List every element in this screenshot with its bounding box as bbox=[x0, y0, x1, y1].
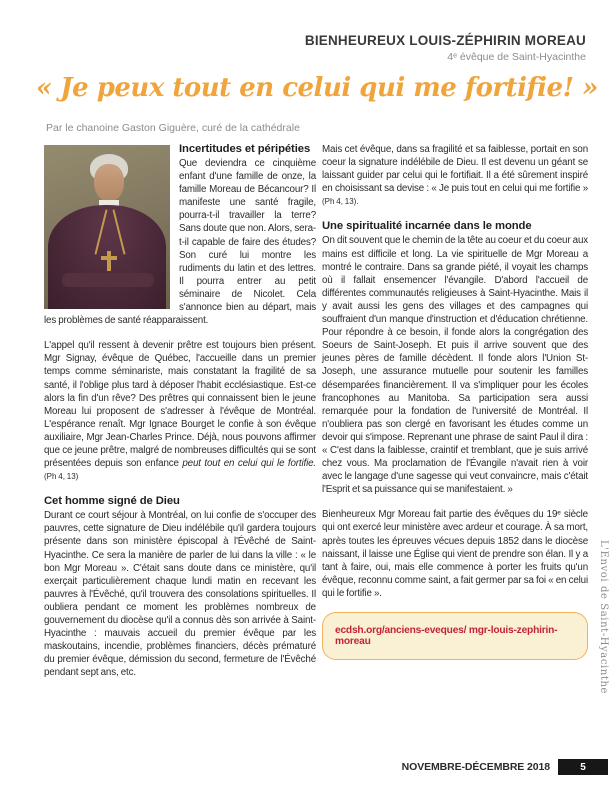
article-subject-title: BIENHEUREUX LOUIS-ZÉPHIRIN MOREAU bbox=[304, 33, 586, 48]
left-column bbox=[44, 143, 316, 691]
right-column bbox=[322, 143, 588, 691]
issue-date: NOVEMBRE-DÉCEMBRE 2018 bbox=[401, 761, 550, 773]
paragraph-text: L'appel qu'il ressent à devenir prêtre est toujours bien présent. Mgr Signay, évêque de Québec, l'accueille dans un premier temps comme séminariste, mais constatant la fragilité de sa santé, il l'oblige plus tard à déposer l'habit ecclésiastique. Est-ce alors la fin d'un rêve? Des prêtres qui connaissent bien le jeune Moreau lui proposent de s'adresser à l'évêque de Montréal. L'espérance renaît. Mgr Ignace Bourget le confie à son évêque auxiliaire, Mgr Jean-Charles Prince. Déjà, nous pouvons affirmer que ce jeune prêtre, malgré de nombreuses difficultés qui se sont présentées depuis son enfance bbox=[44, 340, 316, 470]
page-number-badge: 5 bbox=[558, 759, 608, 775]
scripture-reference: (Ph 4, 13). bbox=[322, 197, 359, 207]
section-heading-spiritualite: Une spiritualité incarnée dans le monde bbox=[322, 220, 532, 233]
paragraph bbox=[322, 143, 588, 208]
paragraph: Bienheureux Mgr Moreau fait partie des évêques du 19ᵉ siècle qui ont exercé leur ministère avec ardeur et courage. À sa mort, après toutes les épreuves vécues depuis 1852 dans le diocèse naissant, il laisse une Église qui vient de prendre son élan. Il y a tant à faire, oui, mais elle commence à porter les fruits qu'un évêque, reconnu comme saint, a fait germer par sa foi « en celui qui le fortifie ». bbox=[322, 509, 588, 599]
page-footer bbox=[402, 759, 608, 775]
article-body bbox=[44, 143, 588, 691]
paragraph bbox=[44, 339, 316, 483]
page-headline: « Je peux tout en celui qui me fortifie! » bbox=[36, 73, 598, 103]
paragraph: On dit souvent que le chemin de la tête au coeur et du coeur aux mains est difficile et long. La vie spirituelle de Mgr Moreau a montré le contraire. Dans sa grande piété, il voyait les champs où il fallait ensemencer l'évangile. D'abord l'accueil de différentes communautés religieuses à Saint-Hyacinthe. Mais il y avait aussi les gens des villages et des campagnes qui souffraient d'un manque d'instruction et d'éducation chrétienne. Pour répondre à ce besoin, il fonde alors la congrégation des Soeurs de Saint-Joseph. Et puis il arrive souvent que des jeunes pères de famille décèdent. Il fonde alors l'Union St-Joseph, une assurance mutuelle pour soutenir les familles désemparées financièrement. Il va s'impliquer pour les écoles francophones au Manitoba. Sa participation sera aussi remarquée pour la fondation de l'université de Montréal. Il n'oubliera pas son clergé en favorisant les études comme un devoir qui s'impose. Reprenant une phrase de saint Paul il dira : « C'est dans la faiblesse, craintif et tremblant, que je suis arrivé chez vous. Ma proclamation de l'Évangile n'avait rien à voir avec le langage d'une sagesse qui veut convaincre, mais c'était l'Esprit et sa puissance qui se manifestaient. » bbox=[322, 235, 588, 496]
section-heading-incertitudes: Incertitudes et péripéties bbox=[179, 143, 311, 155]
publication-name-vertical: L'Envoi de Saint-Hyacinthe bbox=[598, 540, 609, 695]
scripture-reference: (Ph 4, 13) bbox=[44, 472, 79, 482]
devise-italic-phrase: peut tout en celui qui le fortifie. bbox=[182, 458, 316, 470]
pectoral-cross bbox=[101, 256, 117, 260]
bishop-portrait-image bbox=[44, 145, 170, 309]
paragraph: Durant ce court séjour à Montréal, on lui confie de s'occuper des pauvres, cette signature de Dieu indélébile qu'il gardera toujours présente dans son ministère épiscopal à l'Évêché de Saint-Hyacinthe. Ce sera la manière de parler de lui dans la ville : « le bon Mgr Moreau ». C'était sans doute dans ce ministère, qu'il exerçait particulièrement chaque lundi matin en recevant les pauvres à l'Évêché, qu'il trouvera des consolations spirituelles. Il oubliera pendant ce moment les problèmes nombreux de gouvernement du diocèse qu'il a connus dès son arrivée à Saint-Hyacinthe : mauvais accueil du premier évêque par les maskoutains, incendie, problèmes financiers, décès prématuré du premier évêque, démission du second, fermeture de l'Évêché pendant sept ans, etc. bbox=[44, 510, 316, 679]
website-callout-box bbox=[322, 612, 588, 660]
portrait-sash bbox=[62, 273, 154, 287]
pectoral-cross bbox=[107, 251, 111, 271]
paragraph: Que deviendra ce cinquième enfant d'une famille de onze, la famille Moreau de Bécancour? Il manifeste une santé fragile, pourra-t-il travailler la terre? Sans doute que non. Alors, sera-t-il capable de faire des études? Son curé lui montre les rudiments du latin et des lettres. Il pourra entrer au petit séminaire de Nicolet. Cela s'annonce bien au départ, mais les problèmes de santé réapparaissent. bbox=[44, 158, 316, 327]
website-link[interactable]: ecdsh.org/anciens-eveques/ mgr-louis-zephirin-moreau bbox=[335, 625, 558, 647]
article-subject-subtitle: 4ᵉ évêque de Saint-Hyacinthe bbox=[447, 51, 586, 63]
portrait-face bbox=[94, 164, 124, 202]
section-heading-homme-signe: Cet homme signé de Dieu bbox=[44, 495, 180, 508]
paragraph-text: Mais cet évêque, dans sa fragilité et sa faiblesse, portait en son coeur la signature indélébile de Dieu. Il est devenu un géant se laissant guider par celui qui le fortifiait. Il a été sûrement inspiré en choisissant sa devise : « Je puis tout en celui qui me fortifie » bbox=[322, 144, 588, 195]
masthead bbox=[305, 33, 586, 63]
byline: Par le chanoine Gaston Giguère, curé de la cathédrale bbox=[46, 122, 300, 134]
